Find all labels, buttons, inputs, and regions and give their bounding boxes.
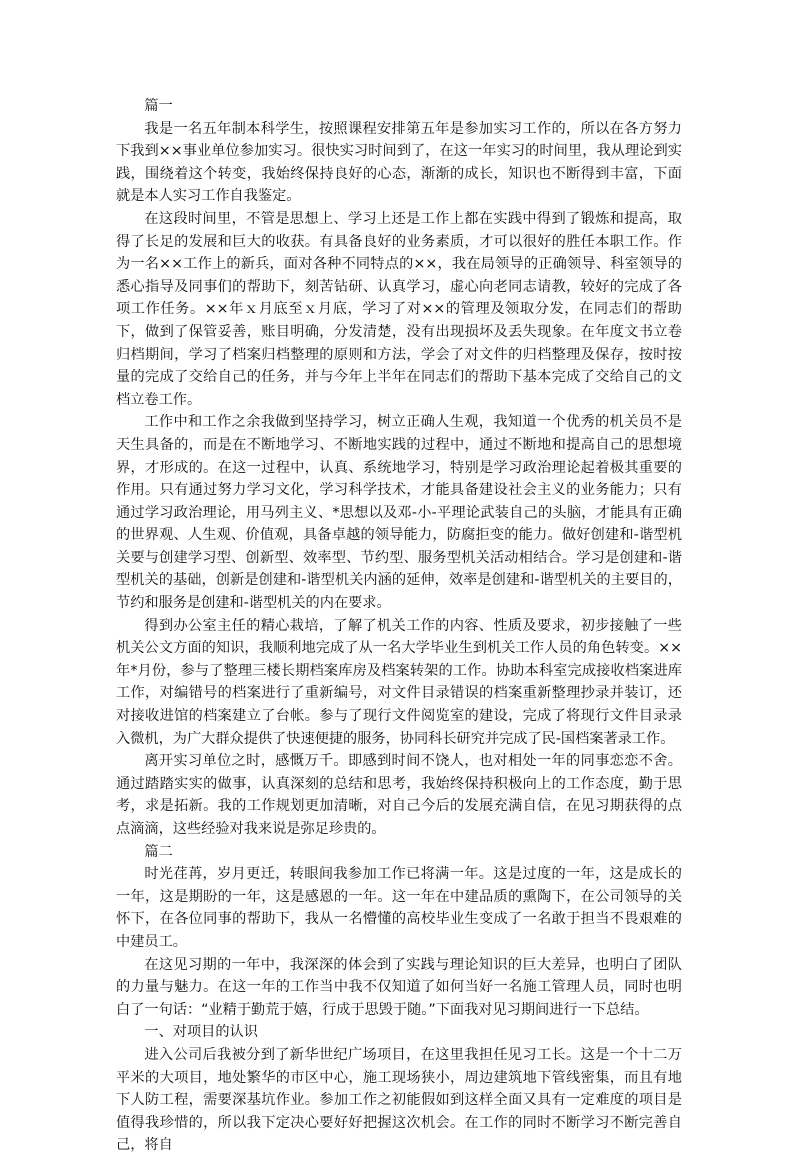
paragraph-internship-reflection: 在这见习期的一年中，我深深的体会到了实践与理论知识的巨大差异，也明白了团队的力量与魅力。在这一年的工作当中我不仅知道了如何当好一名施工管理人员，同时也明白了一句话：“业精于勤荒于嬉，行成于思毁于随。”下面我对见习期间进行一下总结。	[116, 956, 682, 1018]
document-page	[116, 95, 682, 1157]
section-heading-1: 篇一	[144, 98, 173, 114]
paragraph-work-experience: 在这段时间里，不管是思想上、学习上还是工作上都在实践中得到了锻炼和提高，取得了长足的发展和巨大的收获。有具备良好的业务素质，才可以很好的胜任本职工作。作为一名××工作上的新兵，面对各种不同特点的××，我在局领导的正确领导、科室领导的悉心指导及同事们的帮助下，刻苦钻研、认真学习，虚心向老同志请教，较好的完成了各项工作任务。××年ｘ月底至ｘ月底，学习了对××的管理及领取分发，在同志们的帮助下，做到了保管妥善，账目明确，分发清楚，没有出现损坏及丢失现象。在年度文书立卷归档期间，学习了档案归档整理的原则和方法，学会了对文件的归档整理及保存，按时按量的完成了交给自己的任务，并与今年上半年在同志们的帮助下基本完成了交给自己的文档立卷工作。	[116, 210, 682, 408]
paragraph-farewell: 离开实习单位之时，感慨万千。即感到时间不饶人，也对相处一年的同事恋恋不舍。通过踏踏实实的做事，认真深刻的总结和思考，我始终保持积极向上的工作态度，勤于思考，求是拓新。我的工作规划更加清晰，对自己今后的发展充满自信，在见习期获得的点点滴滴，这些经验对我来说是弥足珍贵的。	[116, 753, 682, 837]
paragraph-study: 工作中和工作之余我做到坚持学习，树立正确人生观，我知道一个优秀的机关员不是天生具备的，而是在不断地学习、不断地实践的过程中，通过不断地和提高自己的思想境界，才形成的。在这一过程中，认真、系统地学习，特别是学习政治理论起着极其重要的作用。只有通过努力学习文化，学习科学技术，才能具备建设社会主义的业务能力；只有通过学习政治理论，用马列主义、*思想以及邓-小-平理论武装自己的头脑，才能具有正确的世界观、人生观、价值观，具备卓越的领导能力，防腐拒变的能力。做好创建和-谐型机关要与创建学习型、创新型、效率型、节约型、服务型机关活动相结合。学习是创建和-谐型机关的基础，创新是创建和-谐型机关内涵的延伸，效率是创建和-谐型机关的主要目的，节约和服务是创建和-谐型机关的内在要求。	[116, 414, 682, 612]
paragraph-intro: 我是一名五年制本科学生，按照课程安排第五年是参加实习工作的，所以在各方努力下我到××事业单位参加实习。很快实习时间到了，在这一年实习的时间里，我从理论到实践，围绕着这个转变，我始终保持良好的心态，渐渐的成长，知识也不断得到丰富，下面就是本人实习工作自我鉴定。	[116, 120, 682, 205]
paragraph-year-summary: 时光荏苒，岁月更迁，转眼间我参加工作已将满一年。这是过度的一年，这是成长的一年，这是期盼的一年，这是感恩的一年。这一年在中建品质的熏陶下，在公司领导的关怀下，在各位同事的帮助下，我从一名懵懂的高校毕业生变成了一名敢于担当不畏艰难的中建员工。	[116, 866, 682, 950]
paragraph-project: 进入公司后我被分到了新华世纪广场项目，在这里我担任见习工长。这是一个十二万平米的大项目，地处繁华的市区中心，施工现场狭小，周边建筑地下管线密集，而且有地下人防工程，需要深基坑作业。参加工作之初能假如到这样全面又具有一定难度的项目是值得我珍惜的，所以我下定决心要好好把握这次机会。在工作的同时不断学习不断完善自己，将自	[116, 1046, 682, 1154]
section-heading-2: 篇二	[144, 843, 173, 860]
subheading-project: 一、对项目的认识	[144, 1024, 258, 1041]
paragraph-office-work: 得到办公室主任的精心栽培，了解了机关工作的内容、性质及要求，初步接触了一些机关公文方面的知识，我顺利地完成了从一名大学毕业生到机关工作人员的角色转变。××年*月份，参与了整理三楼长期档案库房及档案转架的工作。协助本科室完成接收档案进库工作，对编错号的档案进行了重新编号，对文件目录错误的档案重新整理抄录并装订，还对接收进馆的档案建立了台帐。参与了现行文件阅览室的建设，完成了将现行文件目录录入微机，为广大群众提供了快速便捷的服务，协同科长研究并完成了民-国档案著录工作。	[116, 617, 682, 747]
